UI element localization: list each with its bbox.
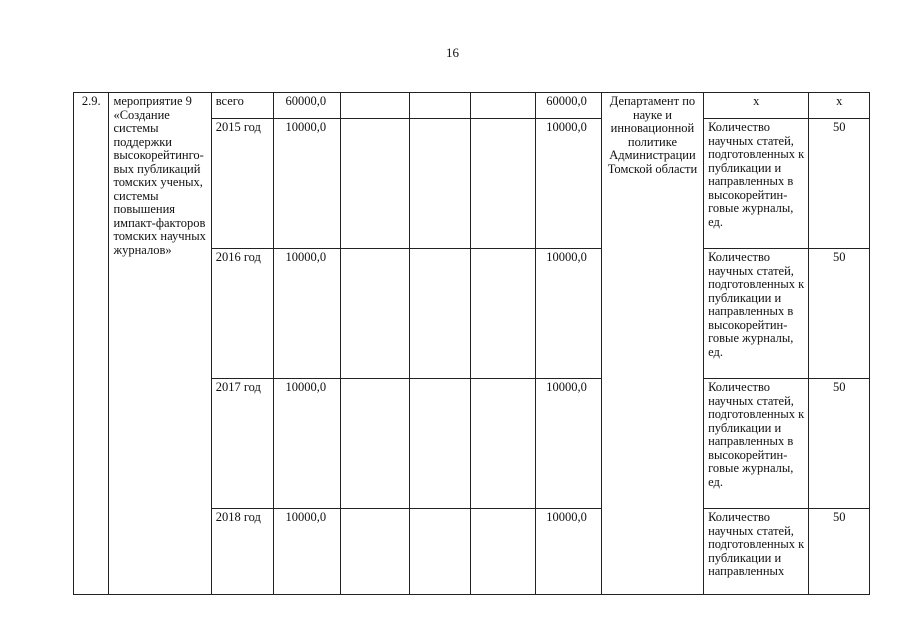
- amount-cell: 10000,0: [274, 119, 341, 249]
- budget-table: [73, 92, 870, 595]
- indicator-value-cell: 50: [809, 379, 870, 509]
- table-row: [74, 93, 870, 119]
- amount-cell: 10000,0: [274, 249, 341, 379]
- item-name: мероприятие 9 «Создание системы поддержки высокорейтинго-вых публикаций томских ученых, системы повышения импакт-факторов томских научных журналов»: [109, 93, 211, 595]
- empty-cell: [341, 379, 410, 509]
- empty-cell: [341, 249, 410, 379]
- amount-repeat-cell: 10000,0: [536, 249, 602, 379]
- indicator-cell: Количество научных статей, подготовленных к публикации и направленных в высокорейтин-говые журналы, ед.: [704, 249, 809, 379]
- indicator-cell: Количество научных статей, подготовленных к публикации и направленных: [704, 509, 809, 595]
- indicator-value-cell: х: [809, 93, 870, 119]
- amount-repeat-cell: 10000,0: [536, 119, 602, 249]
- empty-cell: [409, 249, 471, 379]
- empty-cell: [409, 509, 471, 595]
- empty-cell: [471, 249, 536, 379]
- empty-cell: [471, 119, 536, 249]
- empty-cell: [341, 119, 410, 249]
- department-cell: Департамент по науке и инновационной политике Администрации Томской области: [601, 93, 703, 595]
- amount-cell: 60000,0: [274, 93, 341, 119]
- indicator-cell: Количество научных статей, подготовленных к публикации и направленных в высокорейтин-говые журналы, ед.: [704, 379, 809, 509]
- empty-cell: [471, 93, 536, 119]
- indicator-value-cell: 50: [809, 119, 870, 249]
- period-cell: 2016 год: [211, 249, 274, 379]
- period-cell: 2018 год: [211, 509, 274, 595]
- indicator-value-cell: 50: [809, 509, 870, 595]
- period-cell: всего: [211, 93, 274, 119]
- indicator-cell: х: [704, 93, 809, 119]
- empty-cell: [471, 379, 536, 509]
- empty-cell: [341, 509, 410, 595]
- indicator-cell: Количество научных статей, подготовленных к публикации и направленных в высокорейтин-говые журналы, ед.: [704, 119, 809, 249]
- period-cell: 2017 год: [211, 379, 274, 509]
- period-cell: 2015 год: [211, 119, 274, 249]
- empty-cell: [471, 509, 536, 595]
- empty-cell: [409, 119, 471, 249]
- amount-repeat-cell: 10000,0: [536, 379, 602, 509]
- amount-repeat-cell: 60000,0: [536, 93, 602, 119]
- amount-repeat-cell: 10000,0: [536, 509, 602, 595]
- indicator-value-cell: 50: [809, 249, 870, 379]
- amount-cell: 10000,0: [274, 509, 341, 595]
- empty-cell: [409, 379, 471, 509]
- page-number: 16: [446, 45, 459, 60]
- item-number: 2.9.: [74, 93, 109, 595]
- amount-cell: 10000,0: [274, 379, 341, 509]
- empty-cell: [409, 93, 471, 119]
- empty-cell: [341, 93, 410, 119]
